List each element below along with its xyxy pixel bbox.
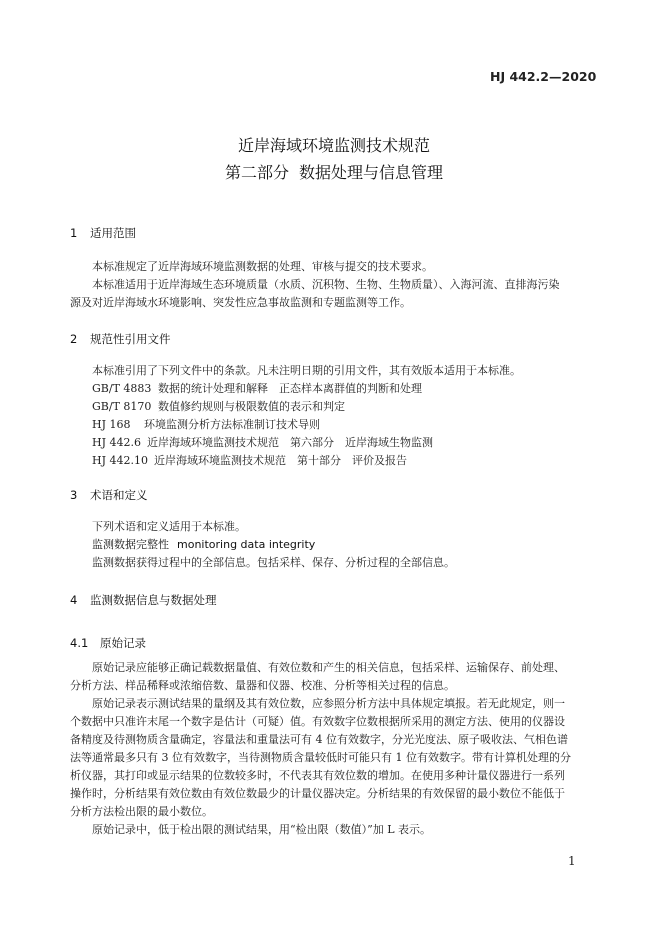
page-number: 1 xyxy=(568,854,576,868)
section-number: 1 xyxy=(70,226,78,240)
term-definition: 监测数据获得过程中的全部信息。包括采样、保存、分析过程的全部信息。 xyxy=(92,556,455,569)
reference-item xyxy=(70,380,600,398)
section-2-heading xyxy=(70,331,171,347)
section-number: 4 xyxy=(70,593,78,607)
paragraph-line: 本标准规定了近岸海域环境监测数据的处理、审核与提交的技术要求。 xyxy=(92,260,433,273)
reference-code: HJ 442.10 xyxy=(92,454,148,467)
paragraph-line: 分析方法检出限的最小数位。 xyxy=(70,805,213,818)
reference-item xyxy=(70,416,600,434)
paragraph-line: 原始记录中，低于检出限的测试结果，用“检出限（数值）”加 L 表示。 xyxy=(92,823,432,836)
section-3-body xyxy=(70,518,600,572)
term-entry xyxy=(70,536,600,554)
paragraph-line: 析仪器，其打印或显示结果的位数较多时，不代表其有效位数的增加。在使用多种计量仪器进行一系列 xyxy=(70,769,565,782)
paragraph-line: 分析方法、样品稀释或浓缩倍数、量器和仪器、校准、分析等相关过程的信息。 xyxy=(70,679,455,692)
section-number: 4.1 xyxy=(70,636,89,650)
section-number: 3 xyxy=(70,488,78,502)
reference-name: 环境监测分析方法标准制订技术导则 xyxy=(144,418,320,431)
reference-item xyxy=(70,434,600,452)
paragraph-line: 本标准适用于近岸海域生态环境质量（水质、沉积物、生物、生物质量）、入海河流、直排海污染 xyxy=(92,278,560,291)
paragraph-line: 源及对近岸海域水环境影响、突发性应急事故监测和专题监测等工作。 xyxy=(70,296,411,309)
section-3-heading xyxy=(70,487,148,503)
subsection-4-1-body xyxy=(70,659,600,839)
term-chinese: 监测数据完整性 xyxy=(92,538,169,551)
section-1-body xyxy=(70,258,600,312)
reference-code: GB/T 4883 xyxy=(92,382,152,395)
paragraph-line: 下列术语和定义适用于本标准。 xyxy=(92,520,246,533)
reference-name: 近岸海域环境监测技术规范 第十部分 评价及报告 xyxy=(154,454,407,467)
reference-name: 近岸海域环境监测技术规范 第六部分 近岸海域生物监测 xyxy=(147,436,433,449)
term-english: monitoring data integrity xyxy=(177,538,316,551)
reference-item xyxy=(70,452,600,470)
section-title: 原始记录 xyxy=(100,636,146,650)
reference-code: HJ 168 xyxy=(92,418,131,431)
paragraph-line: 本标准引用了下列文件中的条款。凡未注明日期的引用文件，其有效版本适用于本标准。 xyxy=(92,364,521,377)
section-4-heading xyxy=(70,592,217,608)
reference-name: 数值修约规则与极限数值的表示和判定 xyxy=(158,400,345,413)
paragraph-line: 个数据中只准许末尾一个数字是估计（可疑）值。有效数字位数根据所采用的测定方法、使用的仪器设 xyxy=(70,715,565,728)
section-number: 2 xyxy=(70,332,78,346)
reference-item xyxy=(70,398,600,416)
paragraph-line: 原始记录应能够正确记载数据量值、有效位数和产生的相关信息，包括采样、运输保存、前处理、 xyxy=(92,661,565,674)
reference-code: GB/T 8170 xyxy=(92,400,152,413)
document-title-line-1: 近岸海域环境监测技术规范 xyxy=(237,136,430,155)
paragraph-line: 备精度及待测物质含量确定，容量法和重量法可有 4 位有效数字，分光光度法、原子吸收法、气相色谱 xyxy=(70,733,568,746)
section-2-body xyxy=(70,362,600,470)
paragraph-line: 法等通常最多只有 3 位有效数字，当待测物质含量较低时可能只有 1 位有效数字。带有计算机处理的分 xyxy=(70,751,571,764)
section-title: 规范性引用文件 xyxy=(90,332,171,346)
paragraph-line: 操作时，分析结果有效位数由有效位数最少的计量仪器决定。分析结果的有效保留的最小数位不能低于 xyxy=(70,787,565,800)
section-1-heading xyxy=(70,225,136,241)
title-part-name: 数据处理与信息管理 xyxy=(299,163,444,182)
reference-name: 数据的统计处理和解释 正态样本离群值的判断和处理 xyxy=(158,382,422,395)
document-title-line-2 xyxy=(0,160,668,183)
subsection-4-1-heading xyxy=(70,635,146,651)
title-part-label: 第二部分 xyxy=(224,163,289,182)
reference-code: HJ 442.6 xyxy=(92,436,141,449)
section-title: 适用范围 xyxy=(90,226,136,240)
standard-id: HJ 442.2—2020 xyxy=(490,69,597,84)
paragraph-line: 原始记录表示测试结果的量纲及其有效位数，应参照分析方法中具体规定填报。若无此规定，则一 xyxy=(92,697,565,710)
section-title: 监测数据信息与数据处理 xyxy=(90,593,217,607)
section-title: 术语和定义 xyxy=(90,488,148,502)
